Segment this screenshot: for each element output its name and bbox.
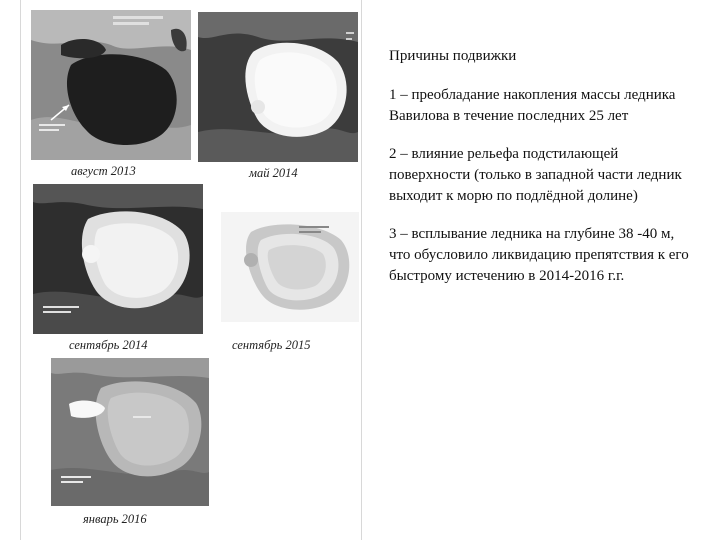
caption-september-2014: сентябрь 2014 xyxy=(69,338,148,352)
satellite-image-august-2013 xyxy=(31,10,191,160)
satellite-image-may-2014 xyxy=(198,12,358,162)
satellite-image-september-2014 xyxy=(33,184,203,334)
reason-1: 1 – преобладание накопления массы ледника Вавилова в течение последних 25 лет xyxy=(389,87,676,124)
reason-3: 3 – всплывание ледника на глубине 38 -40 м, что обусловило ликвидацию препятствия к его быстрому истечению в 2014-2016 г.г. xyxy=(389,226,689,284)
caption-may-2014: май 2014 xyxy=(249,166,298,180)
caption-january-2016: январь 2016 xyxy=(83,512,147,526)
caption-august-2013: август 2013 xyxy=(71,164,136,178)
slide-title: Причины подвижки xyxy=(389,48,517,64)
satellite-image-january-2016 xyxy=(51,358,209,506)
satellite-figure-panel xyxy=(20,0,362,540)
text-column xyxy=(389,46,695,304)
satellite-image-september-2015 xyxy=(221,212,359,322)
caption-september-2015: сентябрь 2015 xyxy=(232,338,311,352)
reason-2: 2 – влияние рельефа подстилающей поверхности (только в западной части ледник выходит к морю по подлёдной долине) xyxy=(389,146,682,204)
